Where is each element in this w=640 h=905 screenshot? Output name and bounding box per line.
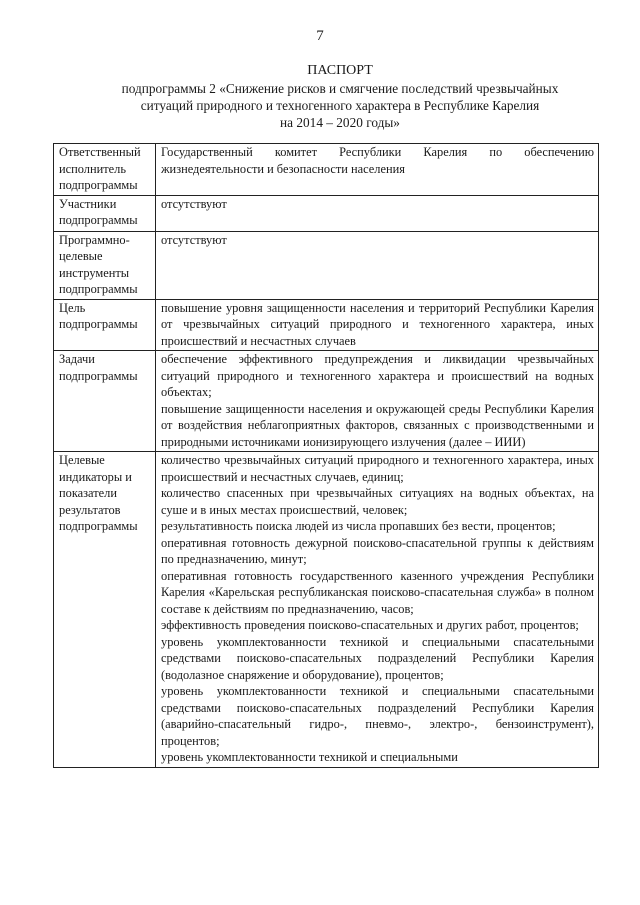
- table-row-instruments: [54, 231, 599, 299]
- value-item: эффективность проведения поисково-спасательных и других работ, процентов;: [161, 618, 579, 632]
- row-label: Цель подпрограммы: [54, 299, 156, 351]
- row-value: [156, 299, 599, 351]
- row-label: Целевые индикаторы и показатели результатов подпрограммы: [54, 452, 156, 768]
- row-value: [156, 195, 599, 231]
- table-row-responsible: [54, 144, 599, 196]
- row-value: [156, 452, 599, 768]
- value-item: повышение уровня защищенности населения и территорий Республики Карелия от чрезвычайных ситуаций природного и техногенного характера, иных происшествий и несчастных случаев: [161, 300, 594, 348]
- value-item: уровень укомплектованности техникой и специальными спасательными средствами поисково-спасательных подразделений Республики Карелия (аварийно-спасательный гидро-, пневмо-, электро-, бензоинструмент), процентов;: [161, 684, 594, 748]
- value-item: количество спасенных при чрезвычайных ситуациях на водных объектах, на суше и в иных местах происшествий, человек;: [161, 486, 594, 517]
- document-heading: [100, 62, 580, 131]
- value-item: отсутствуют: [161, 196, 227, 211]
- row-label: Задачи подпрограммы: [54, 351, 156, 452]
- value-item: отсутствуют: [161, 232, 227, 247]
- table-row-participants: [54, 195, 599, 231]
- subtitle-line-3: на 2014 – 2020 годы»: [280, 115, 400, 130]
- table-row-tasks: [54, 351, 599, 452]
- value-item: уровень укомплектованности техникой и специальными: [161, 750, 458, 764]
- row-value: [156, 144, 599, 196]
- row-label: Программно-целевые инструменты подпрограммы: [54, 231, 156, 299]
- page-number: 7: [316, 28, 324, 44]
- value-item: оперативная готовность дежурной поисково-спасательной группы к действиям по предназначению, минут;: [161, 535, 594, 566]
- row-value: [156, 351, 599, 452]
- value-item: результативность поиска людей из числа пропавших без вести, процентов;: [161, 519, 556, 533]
- row-value: [156, 231, 599, 299]
- row-label: Участники подпрограммы: [54, 195, 156, 231]
- document-title: ПАСПОРТ: [307, 63, 373, 78]
- value-item: количество чрезвычайных ситуаций природного и техногенного характера, иных происшествий и несчастных случаев, единиц;: [161, 453, 594, 484]
- passport-table: [53, 143, 599, 768]
- value-item: повышение защищенности населения и окружающей среды Республики Карелия от воздействия неблагоприятных факторов, связанных с производственными и природными источниками ионизирующего излучения (далее – ИИИ): [161, 401, 594, 449]
- value-item: Государственный комитет Республики Карелия по обеспечению жизнедеятельности и безопасности населения: [161, 145, 594, 176]
- subtitle-line-2: ситуаций природного и техногенного характера в Республике Карелия: [140, 98, 540, 113]
- subtitle-line-1: подпрограммы 2 «Снижение рисков и смягчение последствий чрезвычайных: [121, 81, 559, 96]
- table-row-goal: [54, 299, 599, 351]
- table-row-indicators: [54, 452, 599, 768]
- value-item: обеспечение эффективного предупреждения и ликвидации чрезвычайных ситуаций природного и техногенного характера и происшествий на водных объектах;: [161, 352, 594, 399]
- value-item: оперативная готовность государственного казенного учреждения Республики Карелия «Карельская республиканская поисково-спасательная служба» в полном составе к действиям по предназначению, часов;: [161, 568, 594, 616]
- value-item: уровень укомплектованности техникой и специальными спасательными средствами поисково-спасательных подразделений Республики Карелия (водолазное снаряжение и оборудование), процентов;: [161, 634, 594, 682]
- row-label: Ответственный исполнитель подпрограммы: [54, 144, 156, 196]
